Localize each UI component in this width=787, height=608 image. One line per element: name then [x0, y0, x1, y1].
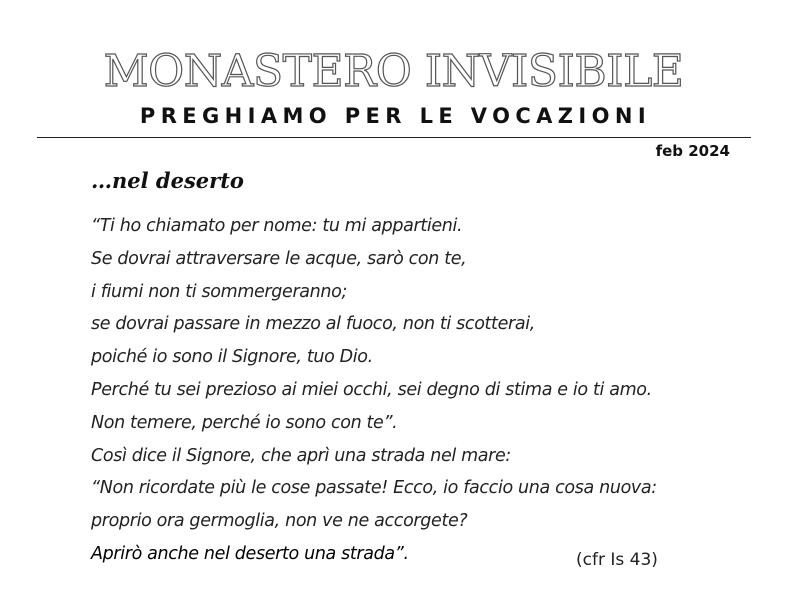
header-divider	[37, 137, 751, 138]
section-title: …nel deserto	[91, 168, 244, 193]
issue-date: feb 2024	[655, 142, 730, 160]
citation: (cfr Is 43)	[576, 550, 658, 570]
scripture-passage	[91, 210, 751, 571]
passage-line: i fiumi non ti sommergeranno;	[91, 281, 348, 302]
passage-line: se dovrai passare in mezzo al fuoco, non ti scotterai,	[91, 314, 535, 335]
passage-line: Aprirò anche nel deserto una strada”.	[91, 543, 409, 564]
passage-line: “Non ricordate più le cose passate! Ecco, io faccio una cosa nuova:	[91, 478, 657, 499]
passage-line: Se dovrai attraversare le acque, sarò con te,	[91, 248, 467, 269]
masthead-subtitle: PREGHIAMO PER LE VOCAZIONI	[139, 104, 652, 128]
passage-line: poiché io sono il Signore, tuo Dio.	[91, 347, 373, 368]
masthead-title: MONASTERO INVISIBILE	[103, 46, 684, 97]
passage-line: Perché tu sei prezioso ai miei occhi, sei degno di stima e io ti amo.	[91, 379, 652, 400]
passage-line: Non temere, perché io sono con te”.	[91, 412, 398, 433]
passage-line: “Ti ho chiamato per nome: tu mi appartieni.	[91, 216, 463, 236]
passage-line: proprio ora germoglia, non ve ne accorgete?	[91, 511, 468, 532]
passage-line: Così dice il Signore, che aprì una strada nel mare:	[91, 445, 511, 466]
